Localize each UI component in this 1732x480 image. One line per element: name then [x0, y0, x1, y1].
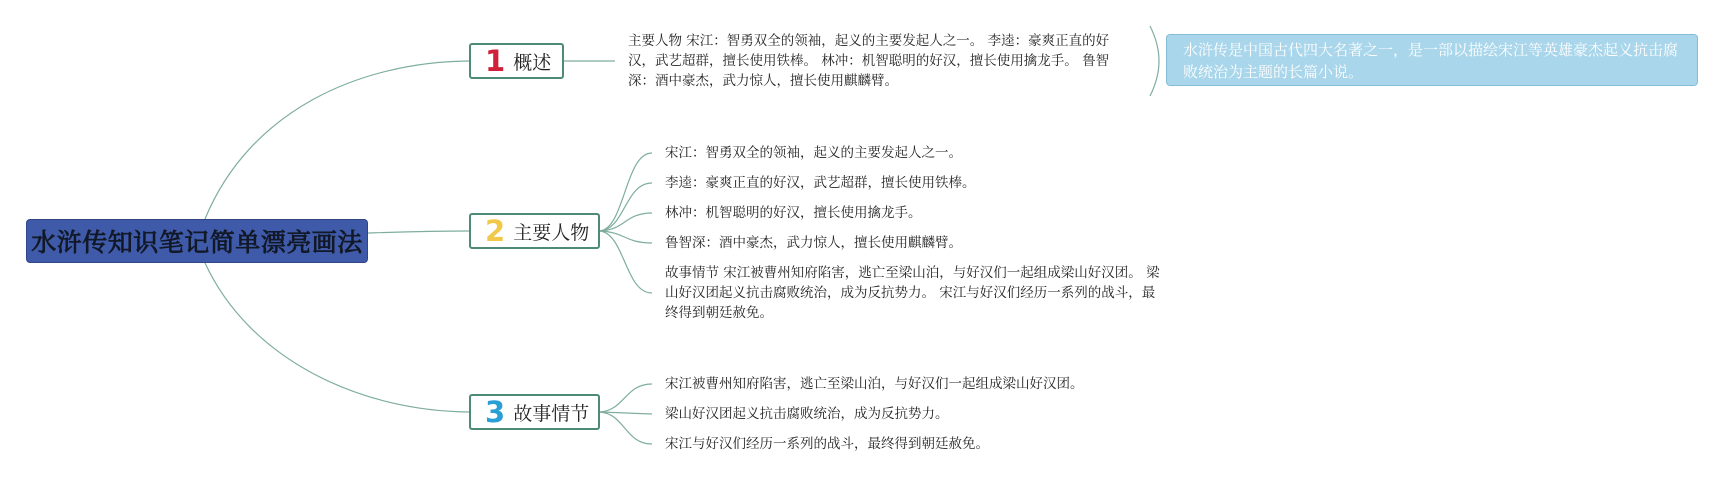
branch-plot[interactable]: [469, 394, 600, 430]
connector-characters-leaf-4: [600, 231, 652, 243]
connector-root-to-plot: [205, 263, 469, 412]
branch-overview[interactable]: [469, 43, 564, 79]
connector-plot-leaf-3: [600, 412, 652, 444]
characters-leaf-songjiang[interactable]: 宋江：智勇双全的领袖，起义的主要发起人之一。: [665, 145, 962, 161]
characters-leaf-likui[interactable]: 李逵：豪爽正直的好汉，武艺超群，擅长使用铁棒。: [665, 175, 976, 191]
characters-leaf-luzhishen[interactable]: 鲁智深：酒中豪杰，武力惊人，擅长使用麒麟臂。: [665, 235, 962, 251]
plot-leaf-3[interactable]: 宋江与好汉们经历一系列的战斗，最终得到朝廷赦免。: [665, 436, 989, 452]
number-3-icon: 3: [485, 394, 506, 429]
connector-root-to-characters: [368, 231, 469, 233]
central-topic[interactable]: 水浒传知识笔记简单漂亮画法: [26, 219, 368, 263]
overview-callout[interactable]: 水浒传是中国古代四大名著之一，是一部以描绘宋江等英雄豪杰起义抗击腐败统治为主题的长篇小说。: [1166, 34, 1698, 86]
overview-summary[interactable]: 主要人物 宋江：智勇双全的领袖，起义的主要发起人之一。 李逵：豪爽正直的好汉，武艺超群，擅长使用铁棒。 林冲：机智聪明的好汉，擅长使用擒龙手。 鲁智深：酒中豪杰，武力惊人，擅长使用麒麟臂。: [628, 33, 1110, 89]
connector-characters-leaf-5: [600, 231, 652, 293]
connector-root-to-overview: [205, 61, 469, 219]
number-2-icon: 2: [485, 213, 506, 248]
branch-overview-label: 概述: [513, 51, 552, 74]
number-1-icon: 1: [485, 43, 506, 78]
plot-leaf-2[interactable]: 梁山好汉团起义抗击腐败统治，成为反抗势力。: [665, 406, 949, 422]
branch-characters-label: 主要人物: [513, 221, 590, 244]
connector-summary-callout: [1150, 26, 1159, 96]
characters-leaf-linchong[interactable]: 林冲：机智聪明的好汉，擅长使用擒龙手。: [665, 205, 922, 221]
connector-characters-leaf-1: [600, 153, 652, 231]
connector-plot-leaf-1: [600, 384, 652, 412]
plot-leaf-1[interactable]: 宋江被曹州知府陷害，逃亡至梁山泊，与好汉们一起组成梁山好汉团。: [665, 376, 1084, 392]
characters-leaf-plot-summary[interactable]: 故事情节 宋江被曹州知府陷害，逃亡至梁山泊，与好汉们一起组成梁山好汉团。 梁山好汉团起义抗击腐败统治，成为反抗势力。 宋江与好汉们经历一系列的战斗，最终得到朝廷赦免。: [665, 265, 1160, 321]
branch-characters[interactable]: [469, 213, 600, 249]
branch-plot-label: 故事情节: [513, 402, 590, 425]
